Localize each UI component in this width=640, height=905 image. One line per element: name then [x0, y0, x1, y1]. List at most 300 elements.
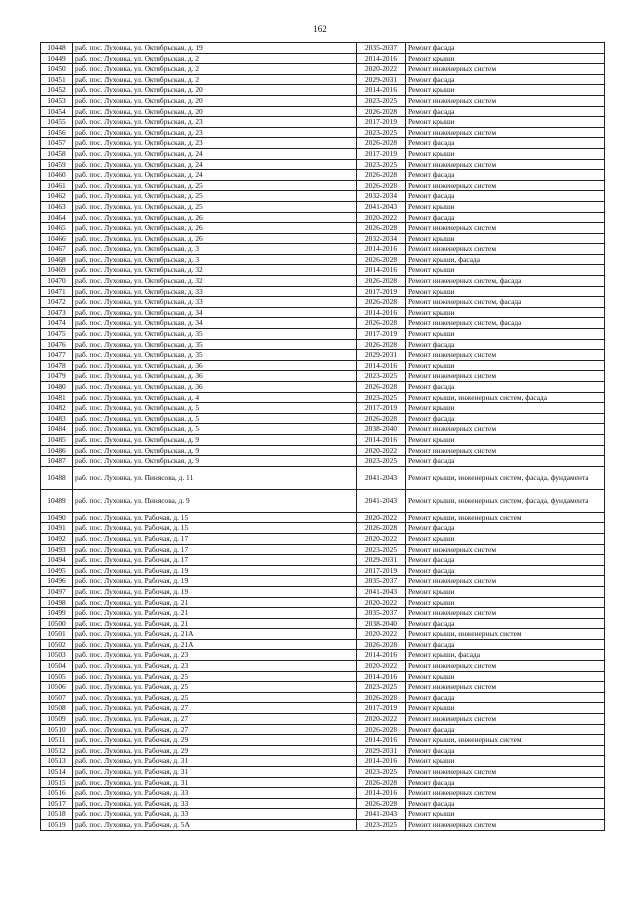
- period-cell: 2035-2037: [357, 43, 406, 54]
- table-row: [41, 276, 605, 287]
- work-type-cell: Ремонт фасада: [406, 555, 605, 566]
- row-number-cell: 10490: [41, 512, 73, 523]
- work-type-cell: Ремонт инженерных систем: [406, 180, 605, 191]
- table-row: [41, 618, 605, 629]
- work-type-cell: Ремонт крыши: [406, 586, 605, 597]
- table-row: [41, 597, 605, 608]
- table-row: [41, 106, 605, 117]
- period-cell: 2020-2022: [357, 629, 406, 640]
- table-row: [41, 138, 605, 149]
- table-row: [41, 777, 605, 788]
- address-cell: раб. пос. Луховка, ул. Октябрьская, д. 23: [73, 138, 357, 149]
- address-cell: раб. пос. Луховка, ул. Рабочая, д. 33: [73, 809, 357, 820]
- work-type-cell: Ремонт инженерных систем: [406, 445, 605, 456]
- period-cell: 2023-2025: [357, 767, 406, 778]
- table-row: [41, 512, 605, 523]
- row-number-cell: 10468: [41, 254, 73, 265]
- period-cell: 2041-2043: [357, 466, 406, 489]
- table-row: [41, 244, 605, 255]
- table-row: [41, 371, 605, 382]
- row-number-cell: 10451: [41, 74, 73, 85]
- period-cell: 2014-2016: [357, 360, 406, 371]
- table-row: [41, 489, 605, 512]
- address-cell: раб. пос. Луховка, ул. Октябрьская, д. 20: [73, 106, 357, 117]
- address-cell: раб. пос. Луховка, ул. Октябрьская, д. 23: [73, 127, 357, 138]
- row-number-cell: 10457: [41, 138, 73, 149]
- address-cell: раб. пос. Луховка, ул. Октябрьская, д. 26: [73, 223, 357, 234]
- table-row: [41, 756, 605, 767]
- address-cell: раб. пос. Луховка, ул. Октябрьская, д. 5: [73, 413, 357, 424]
- address-cell: раб. пос. Луховка, ул. Октябрьская, д. 32: [73, 265, 357, 276]
- row-number-cell: 10516: [41, 788, 73, 799]
- row-number-cell: 10473: [41, 307, 73, 318]
- address-cell: раб. пос. Луховка, ул. Рабочая, д. 25: [73, 671, 357, 682]
- row-number-cell: 10469: [41, 265, 73, 276]
- period-cell: 2017-2019: [357, 148, 406, 159]
- address-cell: раб. пос. Луховка, ул. Рабочая, д. 31: [73, 777, 357, 788]
- period-cell: 2014-2016: [357, 307, 406, 318]
- address-cell: раб. пос. Луховка, ул. Октябрьская, д. 25: [73, 201, 357, 212]
- row-number-cell: 10517: [41, 798, 73, 809]
- work-type-cell: Ремонт крыши, инженерных систем, фасада: [406, 392, 605, 403]
- work-type-cell: Ремонт инженерных систем: [406, 682, 605, 693]
- table-row: [41, 608, 605, 619]
- work-type-cell: Ремонт фасада: [406, 43, 605, 54]
- table-row: [41, 286, 605, 297]
- row-number-cell: 10486: [41, 445, 73, 456]
- address-cell: раб. пос. Луховка, ул. Пинясова, д. 11: [73, 466, 357, 489]
- address-cell: раб. пос. Луховка, ул. Октябрьская, д. 25: [73, 191, 357, 202]
- period-cell: 2017-2019: [357, 565, 406, 576]
- address-cell: раб. пос. Луховка, ул. Рабочая, д. 23: [73, 661, 357, 672]
- table-row: [41, 212, 605, 223]
- row-number-cell: 10502: [41, 639, 73, 650]
- row-number-cell: 10455: [41, 117, 73, 128]
- address-cell: раб. пос. Луховка, ул. Октябрьская, д. 5: [73, 403, 357, 414]
- address-cell: раб. пос. Луховка, ул. Октябрьская, д. 9: [73, 445, 357, 456]
- period-cell: 2032-2034: [357, 233, 406, 244]
- address-cell: раб. пос. Луховка, ул. Октябрьская, д. 19: [73, 43, 357, 54]
- table-row: [41, 392, 605, 403]
- address-cell: раб. пос. Луховка, ул. Октябрьская, д. 32: [73, 276, 357, 287]
- row-number-cell: 10483: [41, 413, 73, 424]
- table-row: [41, 85, 605, 96]
- period-cell: 2026-2028: [357, 413, 406, 424]
- work-type-cell: Ремонт инженерных систем: [406, 64, 605, 75]
- period-cell: 2023-2025: [357, 819, 406, 830]
- period-cell: 2020-2022: [357, 64, 406, 75]
- work-type-cell: Ремонт крыши: [406, 703, 605, 714]
- work-type-cell: Ремонт крыши: [406, 597, 605, 608]
- address-cell: раб. пос. Луховка, ул. Рабочая, д. 19: [73, 565, 357, 576]
- address-cell: раб. пос. Луховка, ул. Октябрьская, д. 9: [73, 456, 357, 467]
- table-row: [41, 682, 605, 693]
- row-number-cell: 10476: [41, 339, 73, 350]
- work-type-cell: Ремонт фасада: [406, 777, 605, 788]
- row-number-cell: 10461: [41, 180, 73, 191]
- table-row: [41, 223, 605, 234]
- table-row: [41, 350, 605, 361]
- address-cell: раб. пос. Луховка, ул. Октябрьская, д. 34: [73, 318, 357, 329]
- period-cell: 2014-2016: [357, 650, 406, 661]
- address-cell: раб. пос. Луховка, ул. Октябрьская, д. 36: [73, 382, 357, 393]
- row-number-cell: 10462: [41, 191, 73, 202]
- table-row: [41, 254, 605, 265]
- address-cell: раб. пос. Луховка, ул. Октябрьская, д. 24: [73, 170, 357, 181]
- row-number-cell: 10453: [41, 95, 73, 106]
- row-number-cell: 10492: [41, 533, 73, 544]
- period-cell: 2014-2016: [357, 85, 406, 96]
- work-type-cell: Ремонт крыши, фасада: [406, 254, 605, 265]
- row-number-cell: 10505: [41, 671, 73, 682]
- work-type-cell: Ремонт фасада: [406, 724, 605, 735]
- row-number-cell: 10467: [41, 244, 73, 255]
- row-number-cell: 10478: [41, 360, 73, 371]
- period-cell: 2041-2043: [357, 489, 406, 512]
- work-type-cell: Ремонт инженерных систем: [406, 767, 605, 778]
- table-body: [41, 43, 605, 831]
- work-type-cell: Ремонт фасада: [406, 212, 605, 223]
- work-type-cell: Ремонт крыши: [406, 329, 605, 340]
- table-row: [41, 307, 605, 318]
- period-cell: 2023-2025: [357, 95, 406, 106]
- address-cell: раб. пос. Луховка, ул. Октябрьская, д. 34: [73, 307, 357, 318]
- work-type-cell: Ремонт инженерных систем: [406, 95, 605, 106]
- table-row: [41, 95, 605, 106]
- period-cell: 2026-2028: [357, 777, 406, 788]
- table-row: [41, 661, 605, 672]
- work-type-cell: Ремонт крыши: [406, 403, 605, 414]
- table-row: [41, 403, 605, 414]
- work-type-cell: Ремонт фасада: [406, 106, 605, 117]
- period-cell: 2017-2019: [357, 117, 406, 128]
- work-type-cell: Ремонт инженерных систем, фасада: [406, 318, 605, 329]
- row-number-cell: 10452: [41, 85, 73, 96]
- address-cell: раб. пос. Луховка, ул. Октябрьская, д. 2: [73, 64, 357, 75]
- row-number-cell: 10463: [41, 201, 73, 212]
- table-row: [41, 191, 605, 202]
- period-cell: 2014-2016: [357, 434, 406, 445]
- period-cell: 2026-2028: [357, 318, 406, 329]
- address-cell: раб. пос. Луховка, ул. Октябрьская, д. 23: [73, 117, 357, 128]
- period-cell: 2026-2028: [357, 138, 406, 149]
- work-type-cell: Ремонт инженерных систем: [406, 576, 605, 587]
- table-row: [41, 671, 605, 682]
- row-number-cell: 10459: [41, 159, 73, 170]
- row-number-cell: 10506: [41, 682, 73, 693]
- work-type-cell: Ремонт фасада: [406, 382, 605, 393]
- work-type-cell: Ремонт инженерных систем: [406, 661, 605, 672]
- period-cell: 2026-2028: [357, 724, 406, 735]
- address-cell: раб. пос. Луховка, ул. Рабочая, д. 27: [73, 703, 357, 714]
- row-number-cell: 10470: [41, 276, 73, 287]
- work-type-cell: Ремонт инженерных систем: [406, 159, 605, 170]
- work-type-cell: Ремонт крыши: [406, 148, 605, 159]
- row-number-cell: 10504: [41, 661, 73, 672]
- row-number-cell: 10474: [41, 318, 73, 329]
- period-cell: 2023-2025: [357, 392, 406, 403]
- table-row: [41, 565, 605, 576]
- row-number-cell: 10496: [41, 576, 73, 587]
- address-cell: раб. пос. Луховка, ул. Рабочая, д. 29: [73, 735, 357, 746]
- work-type-cell: Ремонт фасада: [406, 456, 605, 467]
- work-type-cell: Ремонт крыши, инженерных систем, фасада, фундамента: [406, 466, 605, 489]
- address-cell: раб. пос. Луховка, ул. Октябрьская, д. 25: [73, 180, 357, 191]
- period-cell: 2017-2019: [357, 329, 406, 340]
- table-row: [41, 576, 605, 587]
- work-type-cell: Ремонт крыши: [406, 533, 605, 544]
- work-type-cell: Ремонт фасада: [406, 565, 605, 576]
- address-cell: раб. пос. Луховка, ул. Рабочая, д. 27: [73, 714, 357, 725]
- address-cell: раб. пос. Луховка, ул. Октябрьская, д. 35: [73, 339, 357, 350]
- row-number-cell: 10501: [41, 629, 73, 640]
- row-number-cell: 10507: [41, 692, 73, 703]
- table-row: [41, 434, 605, 445]
- row-number-cell: 10511: [41, 735, 73, 746]
- table-row: [41, 159, 605, 170]
- work-type-cell: Ремонт крыши, инженерных систем: [406, 735, 605, 746]
- row-number-cell: 10498: [41, 597, 73, 608]
- work-type-cell: Ремонт инженерных систем: [406, 544, 605, 555]
- work-type-cell: Ремонт крыши: [406, 809, 605, 820]
- table-row: [41, 360, 605, 371]
- work-type-cell: Ремонт крыши, инженерных систем: [406, 629, 605, 640]
- address-cell: раб. пос. Луховка, ул. Рабочая, д. 29: [73, 745, 357, 756]
- row-number-cell: 10519: [41, 819, 73, 830]
- row-number-cell: 10449: [41, 53, 73, 64]
- period-cell: 2023-2025: [357, 127, 406, 138]
- table-row: [41, 445, 605, 456]
- row-number-cell: 10450: [41, 64, 73, 75]
- table-row: [41, 809, 605, 820]
- work-type-cell: Ремонт крыши: [406, 286, 605, 297]
- period-cell: 2041-2043: [357, 586, 406, 597]
- row-number-cell: 10515: [41, 777, 73, 788]
- row-number-cell: 10460: [41, 170, 73, 181]
- row-number-cell: 10509: [41, 714, 73, 725]
- work-type-cell: Ремонт фасада: [406, 413, 605, 424]
- work-type-cell: Ремонт крыши: [406, 360, 605, 371]
- table-row: [41, 798, 605, 809]
- period-cell: 2020-2022: [357, 661, 406, 672]
- row-number-cell: 10508: [41, 703, 73, 714]
- period-cell: 2026-2028: [357, 639, 406, 650]
- work-type-cell: Ремонт фасада: [406, 692, 605, 703]
- row-number-cell: 10479: [41, 371, 73, 382]
- address-cell: раб. пос. Луховка, ул. Рабочая, д. 31: [73, 767, 357, 778]
- period-cell: 2014-2016: [357, 244, 406, 255]
- row-number-cell: 10472: [41, 297, 73, 308]
- row-number-cell: 10497: [41, 586, 73, 597]
- table-row: [41, 53, 605, 64]
- work-type-cell: Ремонт фасада: [406, 74, 605, 85]
- period-cell: 2014-2016: [357, 756, 406, 767]
- address-cell: раб. пос. Луховка, ул. Октябрьская, д. 4: [73, 392, 357, 403]
- table-row: [41, 692, 605, 703]
- address-cell: раб. пос. Луховка, ул. Октябрьская, д. 5: [73, 424, 357, 435]
- table-row: [41, 382, 605, 393]
- row-number-cell: 10456: [41, 127, 73, 138]
- work-type-cell: Ремонт крыши: [406, 117, 605, 128]
- row-number-cell: 10518: [41, 809, 73, 820]
- work-type-cell: Ремонт фасада: [406, 618, 605, 629]
- address-cell: раб. пос. Луховка, ул. Рабочая, д. 5А: [73, 819, 357, 830]
- table-row: [41, 201, 605, 212]
- period-cell: 2023-2025: [357, 682, 406, 693]
- address-cell: раб. пос. Луховка, ул. Рабочая, д. 17: [73, 533, 357, 544]
- period-cell: 2029-2031: [357, 745, 406, 756]
- row-number-cell: 10499: [41, 608, 73, 619]
- row-number-cell: 10471: [41, 286, 73, 297]
- table-row: [41, 456, 605, 467]
- work-type-cell: Ремонт инженерных систем: [406, 350, 605, 361]
- period-cell: 2026-2028: [357, 106, 406, 117]
- period-cell: 2026-2028: [357, 339, 406, 350]
- work-type-cell: Ремонт инженерных систем: [406, 714, 605, 725]
- table-row: [41, 466, 605, 489]
- period-cell: 2014-2016: [357, 788, 406, 799]
- period-cell: 2035-2037: [357, 608, 406, 619]
- period-cell: 2023-2025: [357, 544, 406, 555]
- period-cell: 2026-2028: [357, 276, 406, 287]
- work-type-cell: Ремонт инженерных систем, фасада: [406, 276, 605, 287]
- period-cell: 2029-2031: [357, 350, 406, 361]
- address-cell: раб. пос. Луховка, ул. Рабочая, д. 31: [73, 756, 357, 767]
- table-row: [41, 629, 605, 640]
- work-type-cell: Ремонт инженерных систем: [406, 819, 605, 830]
- table-row: [41, 555, 605, 566]
- work-type-cell: Ремонт фасада: [406, 170, 605, 181]
- address-cell: раб. пос. Луховка, ул. Октябрьская, д. 24: [73, 148, 357, 159]
- address-cell: раб. пос. Луховка, ул. Рабочая, д. 21: [73, 597, 357, 608]
- address-cell: раб. пос. Луховка, ул. Октябрьская, д. 35: [73, 329, 357, 340]
- row-number-cell: 10513: [41, 756, 73, 767]
- table-row: [41, 180, 605, 191]
- table-row: [41, 424, 605, 435]
- address-cell: раб. пос. Луховка, ул. Октябрьская, д. 2: [73, 74, 357, 85]
- address-cell: раб. пос. Луховка, ул. Октябрьская, д. 36: [73, 360, 357, 371]
- address-cell: раб. пос. Луховка, ул. Пинясова, д. 9: [73, 489, 357, 512]
- address-cell: раб. пос. Луховка, ул. Рабочая, д. 27: [73, 724, 357, 735]
- period-cell: 2020-2022: [357, 533, 406, 544]
- address-cell: раб. пос. Луховка, ул. Рабочая, д. 21А: [73, 639, 357, 650]
- table-row: [41, 148, 605, 159]
- work-type-cell: Ремонт фасада: [406, 191, 605, 202]
- work-type-cell: Ремонт крыши: [406, 233, 605, 244]
- row-number-cell: 10510: [41, 724, 73, 735]
- row-number-cell: 10514: [41, 767, 73, 778]
- address-cell: раб. пос. Луховка, ул. Рабочая, д. 21А: [73, 629, 357, 640]
- period-cell: 2026-2028: [357, 798, 406, 809]
- table-row: [41, 523, 605, 534]
- address-cell: раб. пос. Луховка, ул. Рабочая, д. 17: [73, 555, 357, 566]
- work-type-cell: Ремонт крыши: [406, 53, 605, 64]
- table-row: [41, 586, 605, 597]
- work-type-cell: Ремонт фасада: [406, 138, 605, 149]
- period-cell: 2026-2028: [357, 170, 406, 181]
- period-cell: 2014-2016: [357, 265, 406, 276]
- work-type-cell: Ремонт инженерных систем: [406, 371, 605, 382]
- row-number-cell: 10500: [41, 618, 73, 629]
- address-cell: раб. пос. Луховка, ул. Рабочая, д. 33: [73, 798, 357, 809]
- period-cell: 2029-2031: [357, 555, 406, 566]
- work-type-cell: Ремонт крыши: [406, 85, 605, 96]
- table-row: [41, 318, 605, 329]
- work-type-cell: Ремонт инженерных систем: [406, 244, 605, 255]
- work-type-cell: Ремонт крыши: [406, 307, 605, 318]
- period-cell: 2026-2028: [357, 692, 406, 703]
- repair-schedule-table: [40, 42, 605, 831]
- row-number-cell: 10503: [41, 650, 73, 661]
- address-cell: раб. пос. Луховка, ул. Октябрьская, д. 33: [73, 297, 357, 308]
- row-number-cell: 10488: [41, 466, 73, 489]
- period-cell: 2014-2016: [357, 671, 406, 682]
- period-cell: 2029-2031: [357, 74, 406, 85]
- row-number-cell: 10493: [41, 544, 73, 555]
- work-type-cell: Ремонт крыши, фасада: [406, 650, 605, 661]
- table-row: [41, 64, 605, 75]
- row-number-cell: 10491: [41, 523, 73, 534]
- table-row: [41, 297, 605, 308]
- period-cell: 2017-2019: [357, 286, 406, 297]
- table-row: [41, 819, 605, 830]
- work-type-cell: Ремонт крыши, инженерных систем, фасада, фундамента: [406, 489, 605, 512]
- row-number-cell: 10475: [41, 329, 73, 340]
- period-cell: 2023-2025: [357, 159, 406, 170]
- work-type-cell: Ремонт инженерных систем, фасада: [406, 297, 605, 308]
- period-cell: 2026-2028: [357, 180, 406, 191]
- row-number-cell: 10495: [41, 565, 73, 576]
- period-cell: 2020-2022: [357, 714, 406, 725]
- period-cell: 2038-2040: [357, 424, 406, 435]
- work-type-cell: Ремонт инженерных систем: [406, 424, 605, 435]
- period-cell: 2023-2025: [357, 371, 406, 382]
- table-row: [41, 265, 605, 276]
- row-number-cell: 10489: [41, 489, 73, 512]
- table-row: [41, 170, 605, 181]
- period-cell: 2041-2043: [357, 809, 406, 820]
- period-cell: 2017-2019: [357, 703, 406, 714]
- period-cell: 2017-2019: [357, 403, 406, 414]
- work-type-cell: Ремонт инженерных систем: [406, 788, 605, 799]
- address-cell: раб. пос. Луховка, ул. Октябрьская, д. 9: [73, 434, 357, 445]
- row-number-cell: 10482: [41, 403, 73, 414]
- work-type-cell: Ремонт инженерных систем: [406, 127, 605, 138]
- address-cell: раб. пос. Луховка, ул. Октябрьская, д. 20: [73, 85, 357, 96]
- work-type-cell: Ремонт крыши, инженерных систем: [406, 512, 605, 523]
- row-number-cell: 10458: [41, 148, 73, 159]
- row-number-cell: 10480: [41, 382, 73, 393]
- work-type-cell: Ремонт фасада: [406, 745, 605, 756]
- period-cell: 2038-2040: [357, 618, 406, 629]
- period-cell: 2035-2037: [357, 576, 406, 587]
- period-cell: 2026-2028: [357, 297, 406, 308]
- row-number-cell: 10454: [41, 106, 73, 117]
- address-cell: раб. пос. Луховка, ул. Рабочая, д. 19: [73, 576, 357, 587]
- address-cell: раб. пос. Луховка, ул. Рабочая, д. 25: [73, 692, 357, 703]
- table-row: [41, 43, 605, 54]
- period-cell: 2020-2022: [357, 512, 406, 523]
- table-row: [41, 233, 605, 244]
- work-type-cell: Ремонт крыши: [406, 756, 605, 767]
- table-row: [41, 339, 605, 350]
- row-number-cell: 10448: [41, 43, 73, 54]
- work-type-cell: Ремонт фасада: [406, 639, 605, 650]
- row-number-cell: 10481: [41, 392, 73, 403]
- address-cell: раб. пос. Луховка, ул. Рабочая, д. 15: [73, 512, 357, 523]
- period-cell: 2026-2028: [357, 254, 406, 265]
- table-row: [41, 714, 605, 725]
